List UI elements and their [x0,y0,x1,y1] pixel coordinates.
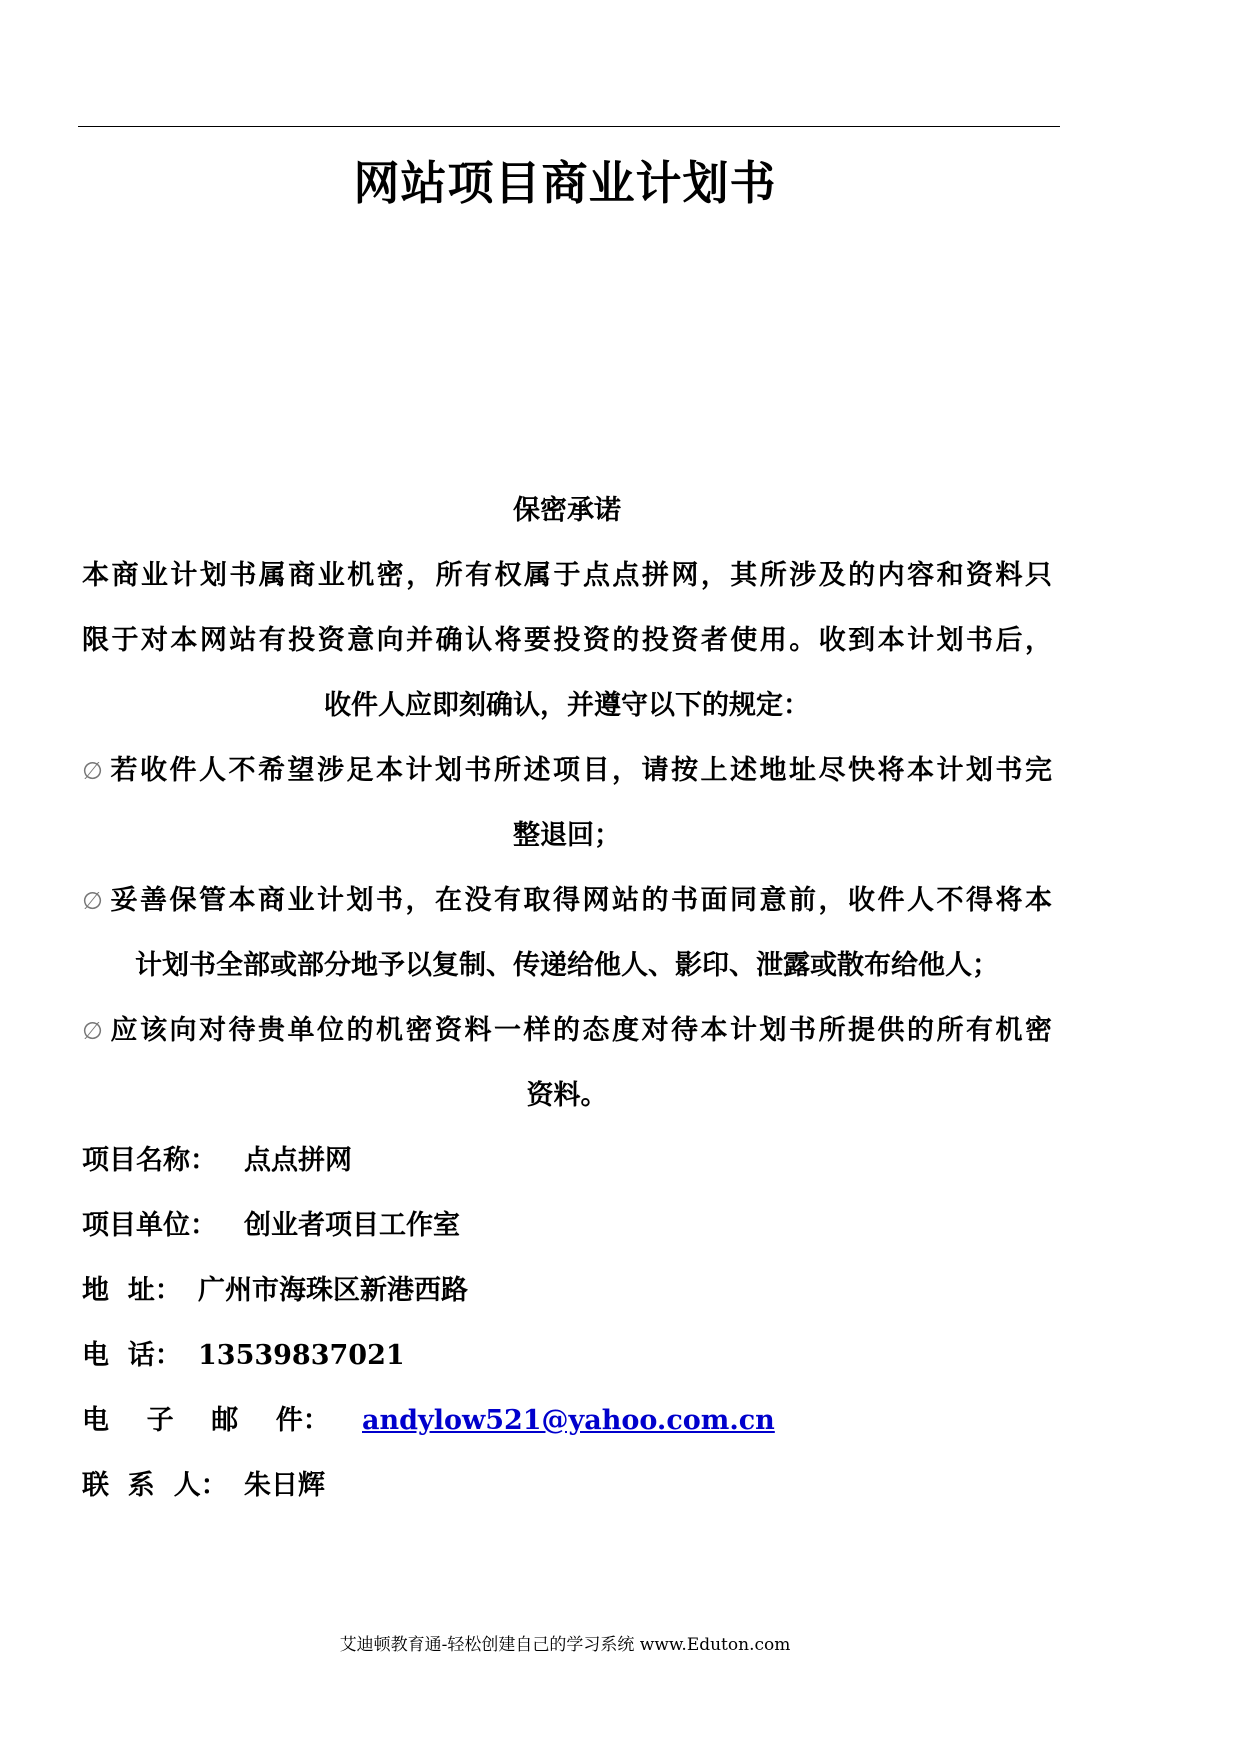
bullet-continuation: 资料。 [526,1080,608,1111]
bullet-text: 若收件人不希望涉足本计划书所述项目，请按上述地址尽快将本计划书完 [108,755,1052,786]
contact-label: 联 系 人： [82,1470,228,1501]
contact-row [82,1453,1052,1518]
bullet-continuation: 计划书全部或部分地予以复制、传递给他人、影印、泄露或散布给他人； [135,950,999,981]
phone-row [82,1323,1052,1388]
project-name-value: 点点拼网 [244,1145,352,1176]
project-unit-label: 项目单位： [82,1210,217,1241]
bullet-icon: ∅ [82,887,103,915]
contact-value: 朱日辉 [244,1470,325,1501]
project-name-row [82,1128,1052,1193]
phone-label: 电 话： [82,1340,182,1371]
email-label: 电 子 邮 件： [82,1405,330,1436]
email-row [82,1388,1052,1453]
document-title: 网站项目商业计划书 [353,156,777,210]
phone-value: 13539837021 [198,1340,405,1371]
bullet-text: 妥善保管本商业计划书，在没有取得网站的书面同意前，收件人不得将本 [108,885,1052,916]
project-name-label: 项目名称： [82,1145,217,1176]
project-unit-value: 创业者项目工作室 [244,1210,460,1241]
paragraph-line: 本商业计划书属商业机密，所有权属于点点拼网，其所涉及的内容和资料只 [82,560,1052,591]
bullet-item-2 [82,868,1052,933]
bullet-icon: ∅ [82,757,103,785]
email-link[interactable]: andylow521@yahoo.com.cn [362,1405,775,1436]
address-value: 广州市海珠区新港西路 [198,1275,468,1306]
bullet-item-3 [82,998,1052,1063]
bullet-text: 应该向对待贵单位的机密资料一样的态度对待本计划书所提供的所有机密 [108,1015,1052,1046]
bullet-item-1 [82,738,1052,803]
address-row [82,1258,1052,1323]
confidentiality-heading: 保密承诺 [513,495,621,526]
confidentiality-section [82,478,1052,1518]
top-divider [78,126,1060,127]
paragraph-line: 限于对本网站有投资意向并确认将要投资的投资者使用。收到本计划书后， [82,625,1052,656]
bullet-icon: ∅ [82,1017,103,1045]
address-label: 地 址： [82,1275,182,1306]
page-footer: 艾迪顿教育通-轻松创建自己的学习系统 www.Eduton.com [339,1635,791,1655]
bullet-continuation: 整退回； [513,820,621,851]
project-unit-row [82,1193,1052,1258]
paragraph-line: 收件人应即刻确认，并遵守以下的规定： [324,690,810,721]
